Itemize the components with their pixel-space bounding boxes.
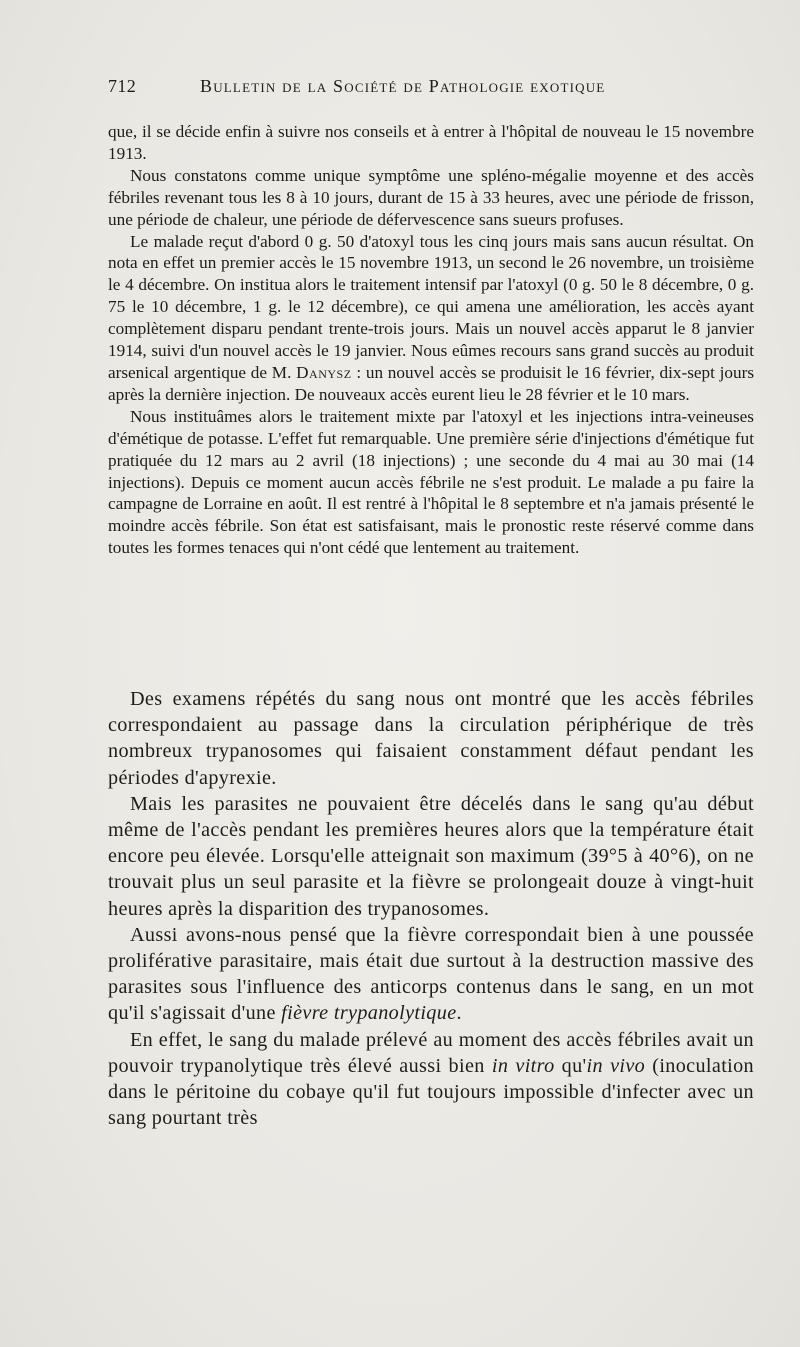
paragraph-text: Le malade reçut d'abord 0 g. 50 d'atoxyl tous les cinq jours mais sans aucun résultat. On nota en effet un premier accès le 15 novembre 1913, un second le 26 novembre, un troisième le 4 décembre. On institua alors le traitement intensif par l'atoxyl (0 g. 50 le 8 décembre, 0 g. 75 le 10 décembre, 1 g. le 12 décembre), ce qui amena une amélioration, les accès ayant complètement disparu pendant trente-trois jours. Mais un nouvel accès apparut le 8 janvier 1914, suivi d'un nouvel accès le 19 janvier. Nous eûmes recours sans grand succès au produit arsenical argentique de M. <box>108 231 754 382</box>
page-number: 712 <box>108 76 137 96</box>
paragraph-text: . <box>456 1002 462 1025</box>
discussion-large-text <box>108 686 754 1131</box>
paragraph <box>108 231 754 406</box>
paragraph: Mais les parasites ne pouvaient être décelés dans le sang qu'au début même de l'accès pendant les premières heures alors que la température était encore peu élevée. Lorsqu'elle atteignait son maximum (39°5 à 40°6), on ne trouvait plus un seul parasite et la fièvre se prolongeait douze à vingt-huit heures après la disparition des trypanosomes. <box>108 792 754 920</box>
italic-term: fièvre trypanolytique <box>281 1002 457 1025</box>
italic-term: in vitro <box>491 1054 555 1077</box>
paragraph: que, il se décide enfin à suivre nos conseils et à entrer à l'hôpital de nouveau le 15 novembre 1913. <box>108 122 754 163</box>
paragraph-text: (inoculation dans le péritoine du cobaye qu'il fut toujours impossible d'infecter avec un sang pourtant très <box>108 1054 754 1130</box>
paragraph-text: qu' <box>561 1054 587 1077</box>
paragraph: Des examens répétés du sang nous ont montré que les accès fébriles correspondaient au passage dans la circulation périphérique de très nombreux trypanosomes qui faisaient constamment défaut pendant les périodes d'apyrexie. <box>108 688 754 789</box>
paragraph-text: Aussi avons-nous pensé que la fièvre correspondait bien à une poussée proliférative parasitaire, mais était due surtout à la destruction massive des parasites sous l'influence des anticorps contenus dans le sang, en un mot qu'il s'agissait d'une <box>108 923 754 1025</box>
paragraph <box>108 1027 754 1132</box>
paragraph: Nous constatons comme unique symptôme une spléno-mégalie moyenne et des accès fébriles revenant tous les 8 à 10 jours, durant de 15 à 33 heures, avec une période de frisson, une période de chaleur, une période de défervescence sans sueurs profuses. <box>108 165 754 229</box>
paragraph <box>108 922 754 1027</box>
case-report-small-text <box>108 121 754 559</box>
running-title: Bulletin de la Société de Pathologie exotique <box>200 76 606 96</box>
page-header <box>108 76 758 100</box>
author-name: Danysz <box>296 362 352 382</box>
paragraph-text: En effet, le sang du malade prélevé au moment des accès fébriles avait un pouvoir trypanolytique très élevé aussi bien <box>108 1028 754 1077</box>
italic-term: in vivo <box>586 1054 646 1077</box>
paragraph: Nous instituâmes alors le traitement mixte par l'atoxyl et les injections intra-veineuses d'émétique de potasse. L'effet fut remarquable. Une première série d'injections d'émétique fut pratiquée du 12 mars au 2 avril (18 injections) ; une seconde du 4 mai au 30 mai (14 injections). Depuis ce moment aucun accès fébrile ne s'est produit. Le malade a pu faire la campagne de Lorraine en août. Il est rentré à l'hôpital le 8 septembre et n'a jamais présenté le moindre accès fébrile. Son état est satisfaisant, mais le pronostic reste réservé comme dans toutes les formes tenaces qui n'ont cédé que lentement au traitement. <box>108 406 754 558</box>
paragraph-text: : un nouvel accès se produisit le 16 février, dix-sept jours après la dernière injection. De nouveaux accès eurent lieu le 28 février et le 10 mars. <box>108 362 755 404</box>
